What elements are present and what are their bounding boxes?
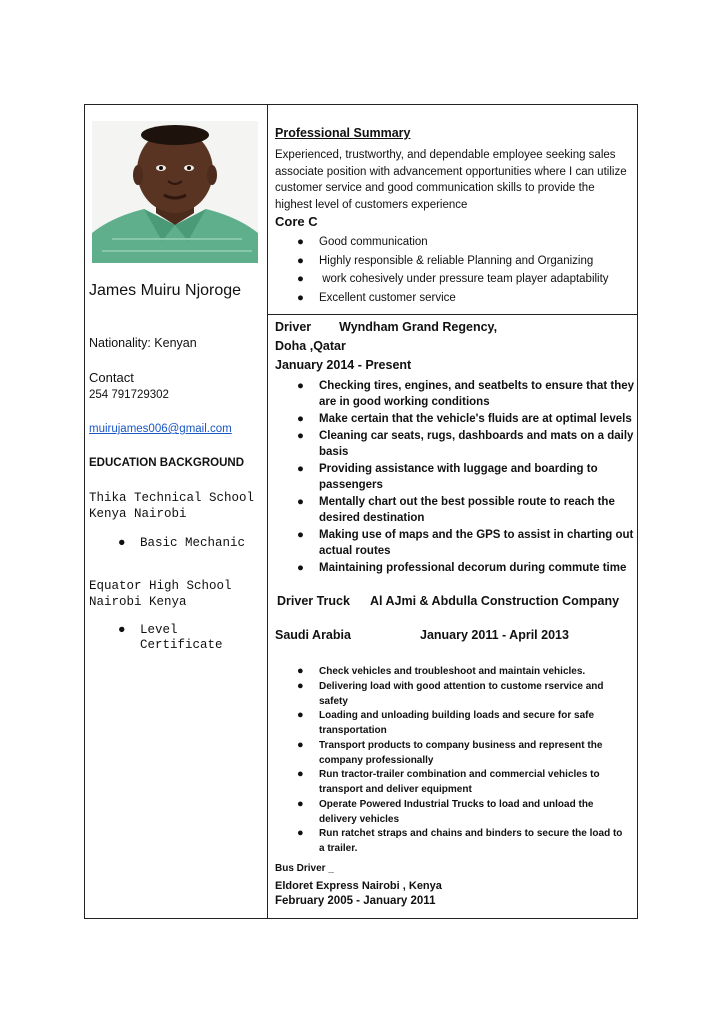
candidate-name: James Muiru Njoroge xyxy=(89,282,242,299)
job-title xyxy=(275,320,497,334)
bullet-icon: ● xyxy=(118,623,126,637)
job-company: Al AJmi & Abdulla Construction Company xyxy=(369,594,620,608)
bullet-icon: ● xyxy=(297,679,304,692)
profile-photo xyxy=(92,121,258,263)
bullet-icon: ● xyxy=(297,495,304,508)
job-duties-list xyxy=(297,664,627,856)
list-item: ● Run ratchet straps and chains and binders to secure the load to a trailer. xyxy=(297,827,623,854)
core-heading: Core C xyxy=(275,214,318,229)
bullet-icon: ● xyxy=(297,412,304,425)
job-title xyxy=(277,593,627,609)
email-link[interactable]: muirujames006@gmail.com xyxy=(89,423,232,435)
qualification-text: Level Certificate xyxy=(140,623,223,652)
list-item: ● Mentally chart out the best possible route to reach the desired destination xyxy=(297,494,635,527)
bullet-icon: ● xyxy=(297,561,304,574)
bullet-icon: ● xyxy=(297,738,304,751)
bullet-icon: ● xyxy=(297,709,304,721)
bullet-icon: ● xyxy=(297,236,304,248)
bullet-icon: ● xyxy=(297,429,304,442)
bullet-icon: ● xyxy=(297,665,304,677)
list-item: ● Highly responsible & reliable Planning and Organizing xyxy=(297,255,609,274)
list-item: ● Good communication xyxy=(297,236,609,255)
nationality: Nationality: Kenyan xyxy=(89,336,197,350)
qualification-text: Basic Mechanic xyxy=(140,536,246,550)
contact-label: Contact xyxy=(89,370,134,385)
summary-text: Experienced, trustworthy, and dependable employee seeking sales associate position with advancement opportunities where I can utilize customer service and good communication skills to provide the highest level of customers experience xyxy=(275,149,627,211)
school-entry xyxy=(89,578,232,610)
education-heading: EDUCATION BACKGROUND xyxy=(89,457,245,469)
list-item: ● Make certain that the vehicle's fluids are at optimal levels xyxy=(297,411,635,427)
bullet-icon: ● xyxy=(297,273,304,286)
bullet-icon: ● xyxy=(297,768,304,780)
job-dates: January 2011 - April 2013 xyxy=(420,628,569,642)
bullet-icon: ● xyxy=(118,536,126,550)
job-dates: January 2014 - Present xyxy=(275,358,412,372)
bullet-icon: ● xyxy=(297,254,304,267)
list-item: ● Checking tires, engines, and seatbelts to ensure that they are in good working conditions xyxy=(297,378,635,411)
list-item: ● Operate Powered Industrial Trucks to load and unload the delivery vehicles xyxy=(297,797,594,825)
job-company: Wyndham Grand Regency, xyxy=(339,320,498,334)
list-item: ● Loading and unloading building loads and secure for safe transportation xyxy=(297,709,595,736)
list-item: ● Transport products to company business and represent the company professionally xyxy=(297,738,603,766)
job-location: Eldoret Express Nairobi , Kenya xyxy=(275,880,442,892)
list-item: ● Excellent customer service xyxy=(297,292,609,311)
school-qualification xyxy=(118,536,245,550)
job-role: Driver xyxy=(275,320,312,334)
list-item: ● Cleaning car seats, rugs, dashboards and mats on a daily basis xyxy=(297,428,635,461)
school-location: Nairobi Kenya xyxy=(89,595,187,609)
bullet-icon: ● xyxy=(297,462,304,475)
bullet-icon: ● xyxy=(297,292,304,305)
school-name: Equator High School xyxy=(89,579,232,593)
bullet-icon: ● xyxy=(297,528,304,541)
list-item: ● Making use of maps and the GPS to assist in charting out actual routes xyxy=(297,527,635,560)
list-item: ● Run tractor-trailer combination and commercial vehicles to transport and deliver equipment xyxy=(297,768,600,795)
school-qualification xyxy=(118,623,258,653)
list-item: ● Delivering load with good attention to custome rservice and safety xyxy=(297,679,604,707)
job-location: Saudi Arabia xyxy=(275,628,351,642)
list-item: ● Maintaining professional decorum during commute time xyxy=(297,560,635,576)
bullet-icon: ● xyxy=(297,380,304,392)
job-role: Bus Driver _ xyxy=(275,863,334,874)
phone-number: 254 791729302 xyxy=(89,389,169,401)
list-item: ● Check vehicles and troubleshoot and maintain vehicles. xyxy=(297,665,586,677)
summary-heading: Professional Summary xyxy=(275,126,411,140)
school-location: Kenya Nairobi xyxy=(89,507,187,521)
job-dates: February 2005 - January 2011 xyxy=(275,895,436,907)
job-role: Driver Truck xyxy=(277,594,350,608)
list-item: ● Providing assistance with luggage and boarding to passengers xyxy=(297,461,635,494)
bullet-icon: ● xyxy=(297,827,304,839)
job-duties-list xyxy=(297,378,635,576)
list-item: ● work cohesively under pressure team player adaptability xyxy=(297,273,609,292)
core-skills-list xyxy=(297,236,609,311)
job-location: Doha ,Qatar xyxy=(275,339,346,353)
school-name: Thika Technical School xyxy=(89,491,255,505)
school-entry xyxy=(89,490,254,522)
bullet-icon: ● xyxy=(297,797,304,810)
